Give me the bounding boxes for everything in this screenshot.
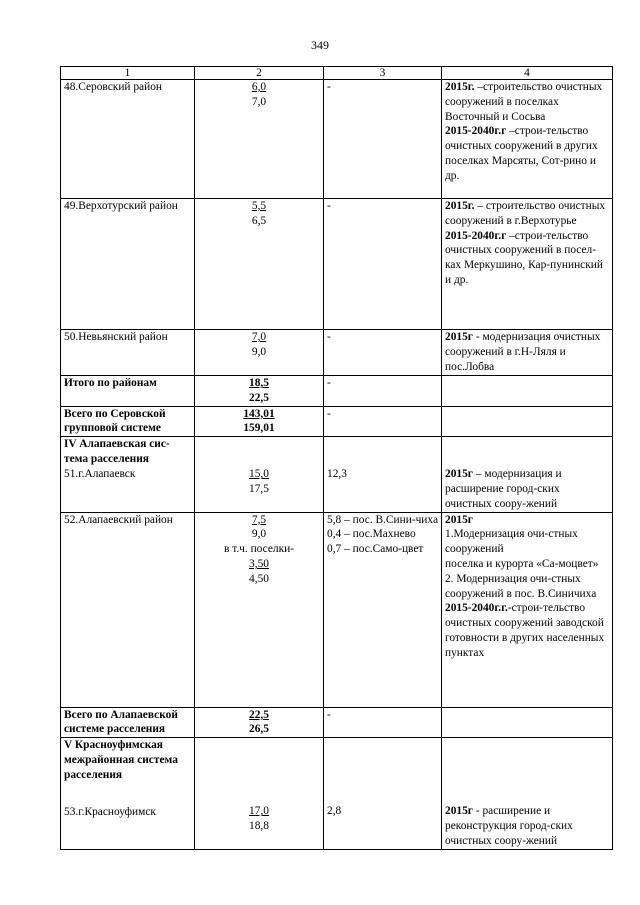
value-cell <box>195 376 324 407</box>
measure-text: –строи-тельство очистных сооружений в посел-ках Меркушино, Кар-пунинский и др. <box>445 229 603 286</box>
measure-text: –строительство очистных сооружений в поселках Восточный и Сосьва <box>445 81 603 123</box>
measure-period: 2015г <box>445 805 473 818</box>
measure-item <box>445 527 609 557</box>
measure-item <box>445 229 609 288</box>
district-cell <box>61 406 195 437</box>
notes-line: 12,3 <box>327 468 347 481</box>
table-row <box>61 376 613 407</box>
value-primary: 6,0 <box>251 81 267 93</box>
notes-cell <box>324 330 442 376</box>
value-primary: 7,5 <box>251 513 267 526</box>
measures-cell <box>442 406 613 437</box>
header-row <box>61 67 613 80</box>
value-secondary: 159,01 <box>243 422 275 435</box>
header-cell: 1 <box>61 67 195 80</box>
district-name: 50.Невьянский район <box>64 331 168 343</box>
district-name: 48.Серовский район <box>64 81 162 93</box>
section-title: IV Алапаевская сис-тема расселения <box>64 438 170 465</box>
measures-cell <box>442 707 613 738</box>
header-cell: 2 <box>195 67 324 80</box>
value-cell <box>195 738 324 849</box>
measure-text: -строи-тельство очистных сооружений заводской готовности в других населенных пунктах <box>445 602 605 659</box>
measure-text: 1.Модернизация очи-стных сооружений <box>445 528 578 556</box>
measure-period: 2015-2040г.г. <box>445 602 508 615</box>
measure-text: – строительство очистных сооружений в г.Верхотурье <box>445 200 606 227</box>
value-primary: 5,5 <box>251 200 267 212</box>
table-row <box>61 437 613 512</box>
value-cell <box>195 512 324 707</box>
header-cell: 3 <box>324 67 442 80</box>
measure-text: – модернизация и расширение город-ских очистных соору-жений <box>445 468 562 510</box>
measures-cell <box>442 330 613 376</box>
value-primary: 17,0 <box>249 805 269 818</box>
table-row <box>61 199 613 330</box>
measure-item <box>445 804 609 848</box>
district-cell <box>61 199 195 330</box>
notes-cell <box>324 512 442 707</box>
notes-cell <box>324 738 442 849</box>
measure-item <box>445 572 609 602</box>
measure-item <box>445 80 609 124</box>
value-primary: 22,5 <box>249 708 269 721</box>
section-title: V Красноуфимская межрайонная система расселения <box>64 739 178 781</box>
measures-cell <box>442 512 613 707</box>
value-primary: 18,5 <box>249 377 269 389</box>
notes-line: - <box>327 200 331 212</box>
value-cell <box>195 199 324 330</box>
measures-cell <box>442 80 613 199</box>
notes-cell <box>324 376 442 407</box>
measure-item <box>445 467 609 511</box>
measure-item <box>445 557 609 572</box>
value-cell <box>195 330 324 376</box>
measure-item <box>445 601 609 660</box>
value-secondary: 7,0 <box>251 95 267 108</box>
measure-period: 2015г <box>445 513 473 526</box>
district-cell <box>61 738 195 849</box>
table-row <box>61 406 613 437</box>
district-cell <box>61 376 195 407</box>
measures-cell <box>442 437 613 512</box>
notes-cell <box>324 80 442 199</box>
district-name: 53.г.Красноуфимск <box>64 805 156 818</box>
notes-cell <box>324 406 442 437</box>
district-name: 49.Верхотурский район <box>64 200 178 212</box>
measures-cell <box>442 376 613 407</box>
district-cell <box>61 512 195 707</box>
table-row <box>61 707 613 738</box>
district-name: Всего по Серовской групповой системе <box>64 407 166 435</box>
notes-cell <box>324 199 442 330</box>
measure-text: –строи-тельство очистных сооружений в других поселках Марсяты, Сот-рино и др. <box>445 125 598 182</box>
value-secondary: 17,5 <box>249 482 269 495</box>
table-row <box>61 330 613 376</box>
measure-item <box>445 513 609 528</box>
measure-text: поселка и курорта «Са-моцвет» <box>445 557 599 570</box>
measure-period: 2015г <box>445 468 473 481</box>
district-cell <box>61 80 195 199</box>
district-cell <box>61 330 195 376</box>
value-secondary: 22,5 <box>249 391 269 404</box>
value-primary: 3,50 <box>249 557 269 570</box>
page-number: 349 <box>311 38 329 52</box>
measure-period: 2015г. <box>445 81 475 93</box>
measures-cell <box>442 199 613 330</box>
table-row <box>61 512 613 707</box>
value-secondary: 4,50 <box>249 572 269 585</box>
notes-line: 2,8 <box>327 805 342 818</box>
notes-line: 0,4 – пос.Махнево <box>327 528 416 541</box>
measure-item <box>445 124 609 183</box>
value-primary: 15,0 <box>249 468 269 481</box>
notes-line: - <box>327 81 331 93</box>
district-name: Итого по районам <box>64 377 157 389</box>
value-cell <box>195 406 324 437</box>
measure-text: 2. Модернизация очи-стных сооружений в пос. В.Синичиха <box>445 572 597 600</box>
value-cell <box>195 707 324 738</box>
data-table <box>60 66 613 850</box>
measure-period: 2015-2040г.г <box>445 125 507 138</box>
table-row <box>61 80 613 199</box>
notes-cell <box>324 707 442 738</box>
measure-item <box>445 330 609 374</box>
value-secondary: 9,0 <box>251 528 267 541</box>
district-cell <box>61 707 195 738</box>
district-name: 51.г.Алапаевск <box>64 467 136 480</box>
notes-line: - <box>327 407 331 420</box>
value-secondary: 26,5 <box>249 723 269 736</box>
measure-text: - расширение и реконструкция город-ских очистных соору-жений <box>445 805 573 847</box>
notes-line: - <box>327 708 331 721</box>
measure-item <box>445 199 609 229</box>
notes-line: 5,8 – пос. В.Сини-чиха <box>327 513 439 526</box>
value-secondary: 6,5 <box>251 214 267 227</box>
measure-period: 2015-2040г.г <box>445 229 507 242</box>
value-note: в т.ч. поселки- <box>223 543 295 556</box>
table-row <box>61 738 613 849</box>
district-name: Всего по Алапаевской системе расселения <box>64 708 178 736</box>
measure-text: - модернизация очистных сооружений в г.Н-Ляля и пос.Лобва <box>445 331 601 373</box>
district-name: 52.Алапаевский район <box>64 513 173 526</box>
measure-period: 2015г. <box>445 200 475 212</box>
district-cell <box>61 437 195 512</box>
notes-line: - <box>327 331 331 343</box>
value-cell <box>195 437 324 512</box>
notes-cell <box>324 437 442 512</box>
value-secondary: 18,8 <box>249 819 269 832</box>
value-primary: 143,01 <box>243 407 275 420</box>
value-secondary: 9,0 <box>251 345 267 358</box>
notes-line: 0,7 – пос.Само-цвет <box>327 543 424 556</box>
value-primary: 7,0 <box>251 331 267 343</box>
notes-line: - <box>327 377 331 389</box>
measures-cell <box>442 738 613 849</box>
value-cell <box>195 80 324 199</box>
header-cell: 4 <box>442 67 613 80</box>
measure-period: 2015г <box>445 331 473 343</box>
